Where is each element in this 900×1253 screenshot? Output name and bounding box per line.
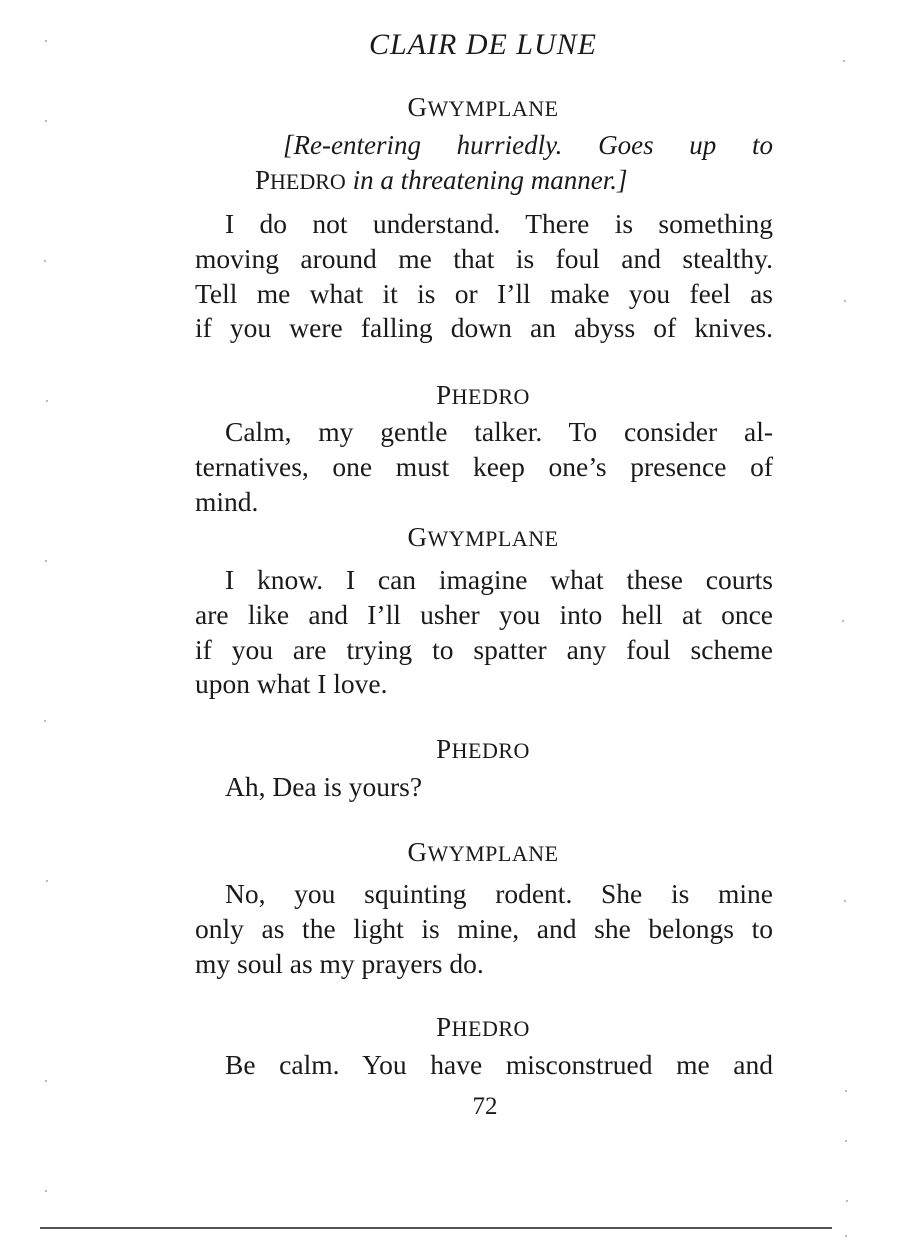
speech-line: mind. (195, 485, 259, 517)
speech-line: I do not understand. There is something (225, 208, 773, 239)
speaker-initial: G (407, 92, 428, 122)
speaker-name: PHEDRO (436, 734, 530, 764)
running-title: CLAIR DE LUNE (368, 28, 597, 61)
page-number: 72 (472, 1093, 498, 1120)
speech-line: No, you squinting rodent. She is mine (225, 878, 773, 909)
speech-line: my soul as my prayers do. (195, 947, 484, 979)
speech-paragraph (195, 877, 773, 981)
speech-line: only as the light is mine, and she belongs to (195, 912, 773, 944)
stage-direction (195, 128, 773, 199)
speech-paragraph (195, 1048, 773, 1083)
speaker-name: GWYMPLANE (407, 837, 559, 867)
speech-paragraph (195, 770, 773, 805)
speech-line: if you were falling down an abyss of knives. (195, 312, 773, 344)
speech-paragraph (195, 563, 773, 702)
speech-line: Calm, my gentle talker. To consider al- (225, 416, 773, 447)
stage-direction-text: in a threatening manner.] (352, 165, 628, 195)
speaker-name: GWYMPLANE (407, 522, 559, 552)
speech-line: I know. I can imagine what these courts (225, 564, 773, 595)
speaker-name (0, 92, 900, 123)
stage-direction-line (195, 128, 773, 163)
speech-line: Tell me what it is or I’ll make you feel as (195, 277, 773, 309)
speech-paragraph (195, 415, 773, 519)
speech-line: moving around me that is foul and stealthy. (195, 242, 773, 274)
speaker-rest: WYMPLANE (427, 96, 559, 121)
speech-line: ternatives, one must keep one’s presence of (195, 450, 773, 482)
speech-line: Be calm. You have misconstrued me and (225, 1049, 773, 1080)
stage-direction-text: [Re-entering hurriedly. Goes up to (283, 130, 773, 160)
speech-paragraph (195, 207, 773, 346)
speech-line: upon what I love. (195, 668, 388, 700)
speech-line: are like and I’ll usher you into hell at once (195, 598, 773, 630)
speaker-name: PHEDRO (436, 1012, 530, 1042)
scan-edge-line (40, 1227, 832, 1229)
stage-direction-line (195, 163, 773, 199)
speaker-name: PHEDRO (436, 380, 530, 410)
speech-line: if you are trying to spatter any foul scheme (195, 633, 773, 665)
stage-speaker: PHEDRO (255, 165, 346, 195)
speech-line: Ah, Dea is yours? (225, 771, 423, 802)
